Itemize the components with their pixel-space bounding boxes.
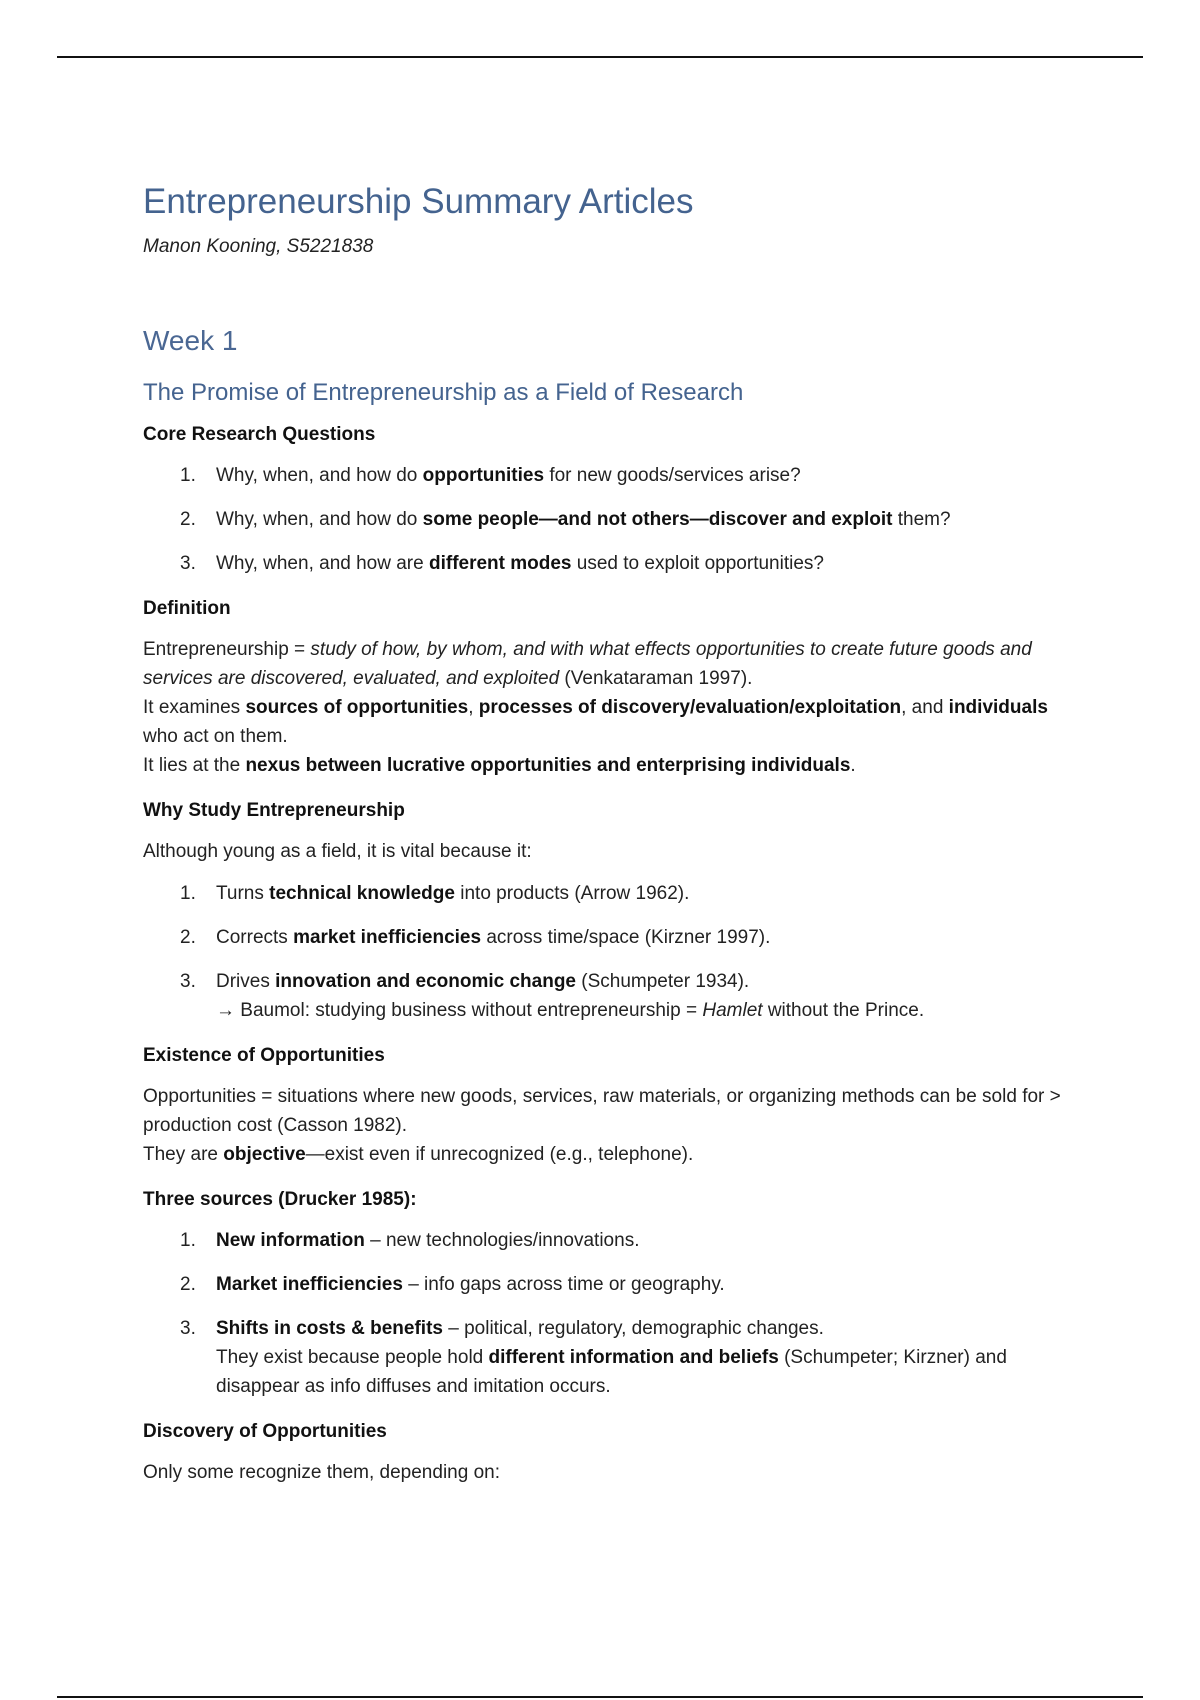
definition-paragraph: Entrepreneurship = study of how, by whom, and with what effects opportunities to create future goods and services are discovered, evaluated, and exploited (Venkataraman 1997). It examines sources of opportunities, processes of discovery/evaluation/exploitation, and individuals who act on them. It lies at the nexus between lucrative opportunities and enterprising individuals.	[143, 639, 1048, 776]
three-sources-heading: Three sources (Drucker 1985):	[143, 1189, 417, 1210]
core-questions-heading: Core Research Questions	[143, 424, 376, 445]
existence-heading: Existence of Opportunities	[143, 1045, 385, 1066]
header-rule	[57, 56, 1143, 58]
footer-rule	[57, 1696, 1143, 1698]
article-title: The Promise of Entrepreneurship as a Field of Research	[143, 379, 744, 406]
list-item: 1. New information – new technologies/innovations.	[180, 1230, 640, 1251]
why-study-intro: Although young as a field, it is vital because it:	[143, 841, 532, 862]
list-item: 1. Why, when, and how do opportunities for new goods/services arise?	[180, 465, 801, 486]
list-item: 3. Drives innovation and economic change (Schumpeter 1934). → Baumol: studying business without entrepreneurship = Hamlet without the Prince.	[180, 971, 925, 1021]
document-page	[143, 180, 1073, 1487]
list-item: 3. Shifts in costs & benefits – political, regulatory, demographic changes. They exist because people hold different information and beliefs (Schumpeter; Kirzner) and disappear as info diffuses and imitation occurs.	[180, 1318, 1007, 1397]
author-line: Manon Kooning, S5221838	[143, 236, 374, 257]
week-heading: Week 1	[143, 325, 238, 356]
existence-paragraph: Opportunities = situations where new goods, services, raw materials, or organizing methods can be sold for > production cost (Casson 1982). They are objective—exist even if unrecognized (e.g., telephone).	[143, 1086, 1061, 1165]
core-questions-list	[143, 461, 1073, 578]
document-title: Entrepreneurship Summary Articles	[143, 182, 694, 221]
list-item: 1. Turns technical knowledge into products (Arrow 1962).	[180, 883, 690, 904]
definition-heading: Definition	[143, 598, 231, 619]
why-study-list	[143, 879, 1073, 1025]
three-sources-list	[143, 1226, 1073, 1401]
discovery-intro: Only some recognize them, depending on:	[143, 1462, 500, 1483]
list-item: 2. Why, when, and how do some people—and not others—discover and exploit them?	[180, 509, 951, 530]
discovery-heading: Discovery of Opportunities	[143, 1421, 387, 1442]
list-item: 2. Market inefficiencies – info gaps across time or geography.	[180, 1274, 725, 1295]
list-item: 2. Corrects market inefficiencies across time/space (Kirzner 1997).	[180, 927, 771, 948]
list-item: 3. Why, when, and how are different modes used to exploit opportunities?	[180, 553, 824, 574]
baumol-note: → Baumol: studying business without entrepreneurship = Hamlet without the Prince.	[216, 1000, 925, 1021]
why-study-heading: Why Study Entrepreneurship	[143, 800, 405, 821]
sources-note: They exist because people hold different information and beliefs (Schumpeter; Kirzner) and disappear as info diffuses and imitation occurs.	[216, 1347, 1007, 1397]
